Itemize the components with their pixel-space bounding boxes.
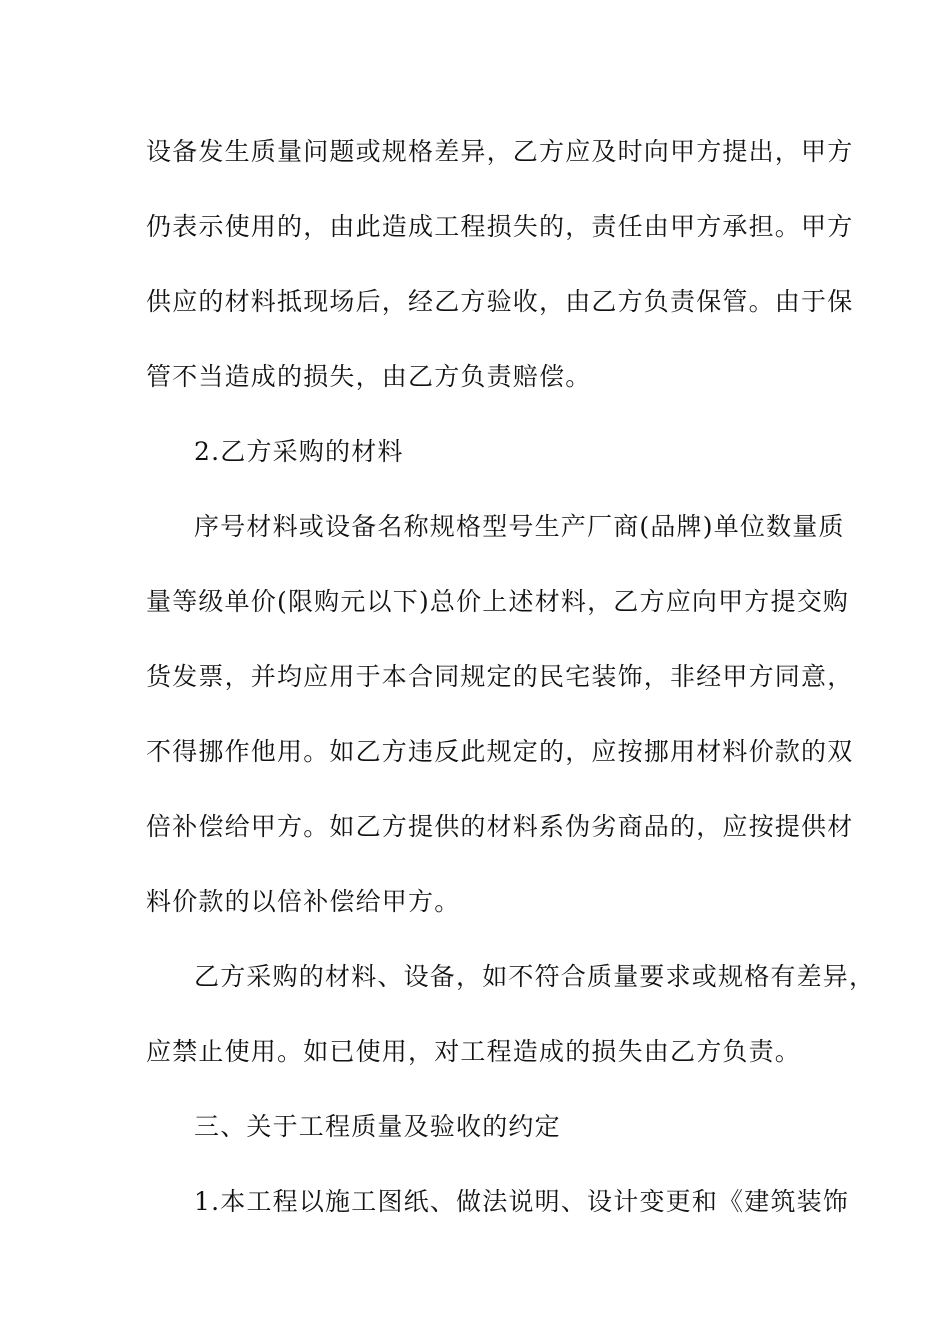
body-text-line: 1.本工程以施工图纸、做法说明、设计变更和《建筑装饰	[194, 1187, 850, 1216]
body-text-line: 倍补偿给甲方。如乙方提供的材料系伪劣商品的，应按提供材	[146, 812, 854, 841]
subsection-heading: 2.乙方采购的材料	[194, 437, 404, 466]
body-text-line: 乙方采购的材料、设备，如不符合质量要求或规格有差异，	[194, 962, 876, 991]
section-heading: 三、关于工程质量及验收的约定	[194, 1112, 561, 1141]
body-text-line: 管不当造成的损失，由乙方负责赔偿。	[146, 362, 592, 391]
body-text-line: 设备发生质量问题或规格差异，乙方应及时向甲方提出，甲方	[146, 137, 854, 166]
body-text-line: 仍表示使用的，由此造成工程损失的，责任由甲方承担。甲方	[146, 212, 854, 241]
body-text-line: 料价款的以倍补偿给甲方。	[146, 887, 461, 916]
body-text-line: 量等级单价(限购元以下)总价上述材料，乙方应向甲方提交购	[146, 587, 850, 616]
body-text-line: 供应的材料抵现场后，经乙方验收，由乙方负责保管。由于保	[146, 287, 854, 316]
body-text-line: 不得挪作他用。如乙方违反此规定的，应按挪用材料价款的双	[146, 737, 854, 766]
body-text-line: 货发票，并均应用于本合同规定的民宅装饰，非经甲方同意，	[146, 662, 854, 691]
body-text-line: 应禁止使用。如已使用，对工程造成的损失由乙方负责。	[146, 1037, 802, 1066]
body-text-line: 序号材料或设备名称规格型号生产厂商(品牌)单位数量质	[194, 512, 845, 541]
